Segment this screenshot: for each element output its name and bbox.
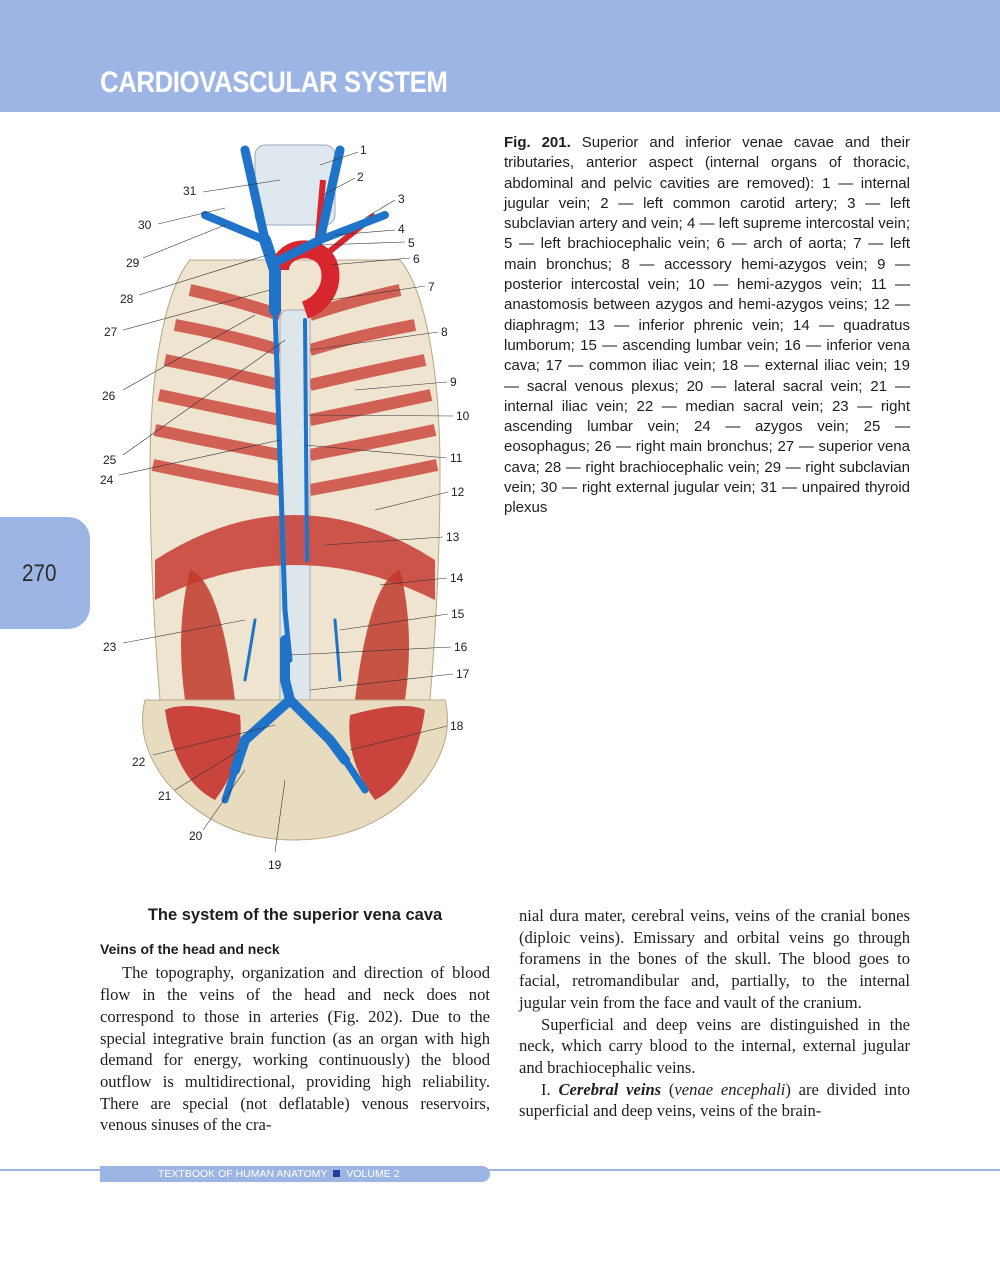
callout-1: 1 bbox=[360, 143, 367, 157]
callout-6: 6 bbox=[413, 252, 420, 266]
callout-19: 19 bbox=[268, 858, 282, 872]
footer-bar bbox=[100, 1166, 490, 1182]
callout-29: 29 bbox=[126, 256, 140, 270]
caption-text: Superior and inferior venae cavae and their tributaries, anterior aspect (internal organs of thoracic, abdominal and pelvic cavities are removed): 1 — internal jugular vein; 2 — left common carotid artery; 3 — left subclavian artery and vein; 4 — left supreme intercostal vein; 5 — left brachiocephalic vein; 6 — arch of aorta; 7 — left main bronchus; 8 — accessory hemi-azygos vein; 9 — posterior intercostal vein; 10 — hemi-azygos vein; 11 — anastomosis between azygos and hemi-azygos veins; 12 — diaphragm; 13 — inferior phrenic vein; 14 — quadratus lumborum; 15 — ascending lumbar vein; 16 — inferior vena cava; 17 — common iliac vein; 18 — external iliac vein; 19 — sacral venous plexus; 20 — lateral sacral vein; 21 — internal iliac vein; 22 — median sacral vein; 23 — right ascending lumbar vein; 24 — azygos vein; 25 — eosophagus; 26 — right main bronchus; 27 — superior vena cava; 28 — right brachiocephalic vein; 29 — right subclavian vein; 30 — right external jugular vein; 31 — unpaired thyroid plexus bbox=[504, 134, 910, 517]
anatomy-illustration bbox=[95, 140, 495, 880]
callout-3: 3 bbox=[398, 192, 405, 206]
callout-14: 14 bbox=[450, 571, 464, 585]
body-paragraph: The topography, organization and direction of blood flow in the veins of the head and neck does not correspond to those in arteries (Fig. 202). Due to the special integrative brain function (as an organ with high demand for energy, working continuously) the blood outflow is multidirectional, providing high reliability. There are special (not deflatable) venous reservoirs, venous sinuses of the cra- bbox=[100, 963, 490, 1135]
latin-term: venae encephali bbox=[674, 1079, 786, 1099]
page-number: 270 bbox=[22, 560, 57, 587]
body-column-left bbox=[100, 905, 490, 1136]
callout-23: 23 bbox=[103, 640, 117, 654]
term-cerebral-veins: Cerebral veins bbox=[558, 1079, 662, 1099]
footer-volume: VOLUME 2 bbox=[346, 1168, 400, 1180]
callout-31: 31 bbox=[183, 184, 197, 198]
section-title: CARDIOVASCULAR SYSTEM bbox=[100, 66, 448, 99]
callout-9: 9 bbox=[450, 375, 457, 389]
callout-12: 12 bbox=[451, 485, 465, 499]
section-heading: The system of the superior vena cava bbox=[147, 906, 443, 924]
paren-open: ( bbox=[661, 1079, 675, 1099]
list-marker: I. bbox=[541, 1079, 559, 1099]
callout-13: 13 bbox=[446, 530, 460, 544]
callout-26: 26 bbox=[102, 389, 116, 403]
callout-10: 10 bbox=[456, 409, 470, 423]
footer-book-title: TEXTBOOK OF HUMAN ANATOMY bbox=[158, 1168, 328, 1180]
callout-5: 5 bbox=[408, 236, 415, 250]
square-bullet-icon bbox=[333, 1170, 340, 1177]
callout-22: 22 bbox=[132, 755, 146, 769]
paragraph-rest: ) are divided into superficial and deep veins, veins of the brain- bbox=[519, 1079, 910, 1121]
callout-20: 20 bbox=[189, 829, 203, 843]
body-column-right bbox=[519, 905, 910, 1122]
callout-21: 21 bbox=[158, 789, 172, 803]
callout-15: 15 bbox=[451, 607, 465, 621]
callout-30: 30 bbox=[138, 218, 152, 232]
callout-18: 18 bbox=[450, 719, 464, 733]
body-paragraph: nial dura mater, cerebral veins, veins of the cranial bones (diploic veins). Emissary and orbital veins go through foramens in the bones of the skull. The blood goes to facial, retromandibular and, partially, to the internal jugular vein from the face and vault of the cranium. bbox=[519, 906, 910, 1012]
callout-11: 11 bbox=[450, 451, 463, 465]
body-paragraph bbox=[519, 1079, 910, 1122]
body-paragraph: Superficial and deep veins are distinguished in the neck, which carry blood to the internal, external jugular and brachiocephalic veins. bbox=[519, 1014, 910, 1077]
callout-28: 28 bbox=[120, 292, 134, 306]
figure-caption bbox=[504, 133, 910, 519]
callout-4: 4 bbox=[398, 222, 405, 236]
callout-27: 27 bbox=[104, 325, 118, 339]
callout-25: 25 bbox=[103, 453, 117, 467]
callout-17: 17 bbox=[456, 667, 470, 681]
callout-2: 2 bbox=[357, 170, 364, 184]
subsection-heading: Veins of the head and neck bbox=[100, 940, 280, 957]
caption-label: Fig. 201. bbox=[504, 134, 571, 151]
callout-24: 24 bbox=[100, 473, 114, 487]
callout-7: 7 bbox=[428, 280, 435, 294]
callout-16: 16 bbox=[454, 640, 468, 654]
callout-8: 8 bbox=[441, 325, 448, 339]
